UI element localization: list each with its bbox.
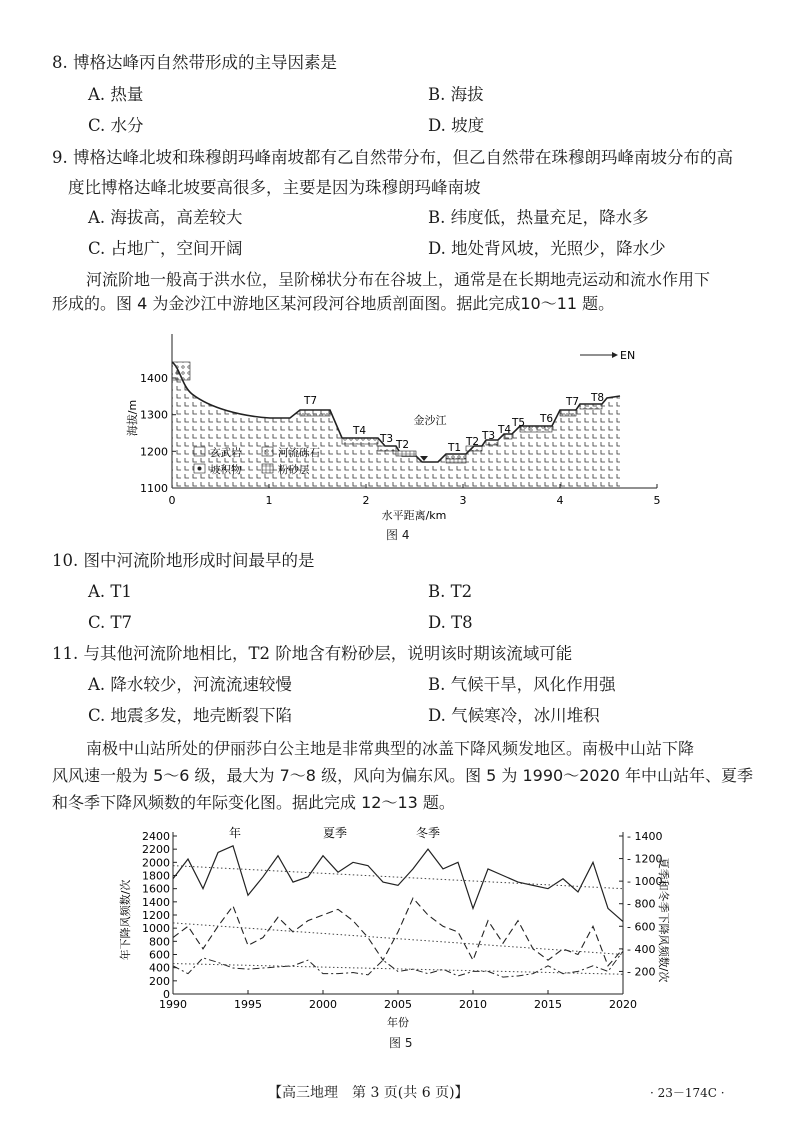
- x-tick-label: 2005: [384, 998, 412, 1011]
- question-10-stem: 10. 图中河流阶地形成时间最早的是: [52, 551, 315, 570]
- y-tick-label-left: 1400: [142, 895, 170, 909]
- terrace-label: T5: [512, 417, 526, 429]
- y-tick-label-right: - 200: [627, 965, 656, 979]
- question-11-stem: 11. 与其他河流阶地相比，T2 阶地含有粉砂层，说明该时期该流域可能: [52, 644, 573, 663]
- q9-option-a: A. 海拔高，高差较大: [88, 208, 243, 227]
- x-tick-label: 1995: [234, 998, 262, 1011]
- x-tick-label: 3: [459, 494, 467, 507]
- figure-4-caption: 图 4: [386, 528, 410, 542]
- q9-option-d: D. 地处背风坡，光照少，降水少: [428, 239, 666, 258]
- y-tick-label-right: - 1400: [627, 830, 663, 843]
- x-tick-label: 1990: [159, 998, 187, 1011]
- x-tick-label: 2015: [534, 998, 562, 1011]
- terrace-label: T7: [304, 395, 318, 407]
- q10-option-d: D. T8: [428, 613, 473, 632]
- y-tick-label-right: - 400: [627, 942, 656, 956]
- series-line-summer: [173, 898, 623, 966]
- q8-option-c: C. 水分: [88, 116, 144, 135]
- y-tick-label-left: 800: [149, 935, 170, 949]
- y-tick-label-left: 1800: [142, 869, 170, 883]
- x-axis-label: 年份: [387, 1016, 409, 1029]
- terrace-label: T6: [540, 413, 554, 425]
- q11-option-c: C. 地震多发，地壳断裂下陷: [88, 706, 293, 725]
- passage-line: 河流阶地一般高于洪水位，呈阶梯状分布在谷坡上，通常是在长期地壳运动和流水作用下: [86, 270, 711, 289]
- y-tick-label-right: - 1200: [627, 852, 663, 866]
- passage-line: 和冬季下降风频数的年际变化图。据此完成 12～13 题。: [52, 793, 455, 812]
- x-tick-label: 0: [168, 494, 176, 507]
- legend-silt: 粉砂层: [278, 464, 310, 476]
- question-8-stem: 8. 博格达峰丙自然带形成的主导因素是: [52, 53, 337, 72]
- footer-code: · 23－174C ·: [650, 1086, 725, 1100]
- q8-option-d: D. 坡度: [428, 116, 485, 135]
- legend-label-summer: 夏季: [322, 826, 348, 840]
- x-tick-label: 2000: [309, 998, 337, 1011]
- passage-line: 风风速一般为 5～6 级，最大为 7～8 级，风向为偏东风。图 5 为 1990～2020 年中山站年、夏季: [52, 766, 754, 785]
- y-tick-label-left: 0: [163, 988, 170, 1001]
- terrace-label: T8: [591, 392, 605, 404]
- terrace-label: T4: [498, 424, 512, 436]
- y-tick-label: 1100: [140, 482, 168, 495]
- passage-terraces: [52, 268, 752, 316]
- q11-option-a: A. 降水较少，河流流速较慢: [88, 675, 292, 694]
- passage-line: 形成的。图 4 为金沙江中游地区某河段河谷地质剖面图。据此完成10～11 题。: [52, 294, 615, 313]
- y-tick-label-right: - 600: [627, 920, 656, 934]
- y-tick-label-right: - 1000: [627, 875, 663, 889]
- q10-option-b: B. T2: [428, 582, 473, 601]
- y-tick-label-left: 200: [149, 974, 170, 988]
- y-tick-label-left: 1000: [142, 922, 170, 936]
- figure-5-caption: 图 5: [389, 1036, 413, 1050]
- y-axis-label-right: 夏季和冬季下降风频数/次: [657, 857, 670, 983]
- question-9-stem-line1: 9. 博格达峰北坡和珠穆朗玛峰南坡都有乙自然带分布，但乙自然带在珠穆朗玛峰南坡分布的高: [52, 148, 733, 167]
- x-tick-label: 2010: [459, 998, 487, 1011]
- y-tick-label-left: 2000: [142, 856, 170, 870]
- terrace-label: T4: [353, 425, 367, 437]
- terrace-label: T1: [448, 442, 462, 454]
- x-tick-label: 1: [265, 494, 273, 507]
- q11-option-d: D. 气候寒冷，冰川堆积: [428, 706, 600, 725]
- terrace-label: T2: [466, 436, 480, 448]
- y-tick-label-left: 2400: [142, 830, 170, 843]
- y-tick-label-right: - 800: [627, 897, 656, 911]
- x-tick-label: 2: [362, 494, 370, 507]
- x-axis-label: 水平距离/km: [381, 509, 447, 522]
- y-tick-label-left: 2200: [142, 843, 170, 857]
- direction-label: EN: [620, 349, 636, 362]
- figure-5-wind-frequency-chart: [115, 822, 675, 1032]
- q9-option-c: C. 占地广，空间开阔: [88, 239, 243, 258]
- legend-label-annual: 年: [228, 826, 242, 840]
- q8-option-b: B. 海拔: [428, 85, 484, 104]
- terrace-label: T7: [566, 396, 580, 408]
- river-label: 金沙江: [413, 414, 447, 427]
- passage-line: 南极中山站所处的伊丽莎白公主地是非常典型的冰盖下降风频发地区。南极中山站下降: [86, 739, 695, 758]
- y-axis-label-left: 年下降风频数/次: [119, 879, 132, 961]
- y-tick-label-left: 1200: [142, 909, 170, 922]
- passage-katabatic-wind: [52, 735, 752, 816]
- series-line-annual: [173, 846, 623, 922]
- q9-option-b: B. 纬度低，热量充足，降水多: [428, 208, 649, 227]
- y-tick-label: 1300: [140, 408, 168, 422]
- q11-option-b: B. 气候干旱，风化作用强: [428, 675, 616, 694]
- legend-basalt: 玄武岩: [210, 447, 242, 459]
- legend-gravel: 河流砾石: [278, 447, 320, 459]
- legend-label-winter: 冬季: [415, 826, 441, 840]
- y-tick-label: 1400: [140, 372, 168, 385]
- trend-line-summer: [173, 923, 623, 955]
- y-tick-label-left: 400: [149, 961, 170, 975]
- x-tick-label: 5: [653, 494, 661, 507]
- q8-option-a: A. 热量: [88, 85, 144, 104]
- terrace-label: T2: [396, 439, 410, 451]
- y-ticks: [140, 372, 176, 495]
- y-tick-label-left: 1600: [142, 882, 170, 896]
- q10-option-a: A. T1: [88, 582, 132, 601]
- x-tick-label: 2020: [609, 998, 637, 1011]
- x-tick-label: 4: [556, 494, 564, 507]
- series-line-winter: [173, 951, 623, 977]
- terrace-label: T3: [482, 430, 496, 442]
- legend-colluvium: 坡积物: [210, 464, 242, 476]
- figure-4-river-profile: [120, 328, 661, 524]
- y-tick-label: 1200: [140, 445, 168, 459]
- footer-page-info: 【高三地理 第 3 页(共 6 页)】: [268, 1085, 469, 1101]
- y-axis-label: 海拔/m: [126, 399, 139, 437]
- terrace-label: T3: [380, 433, 394, 445]
- y-tick-label-left: 600: [149, 948, 170, 962]
- q10-option-c: C. T7: [88, 613, 133, 632]
- question-9-stem-line2: 度比博格达峰北坡要高很多，主要是因为珠穆朗玛峰南坡: [68, 178, 481, 197]
